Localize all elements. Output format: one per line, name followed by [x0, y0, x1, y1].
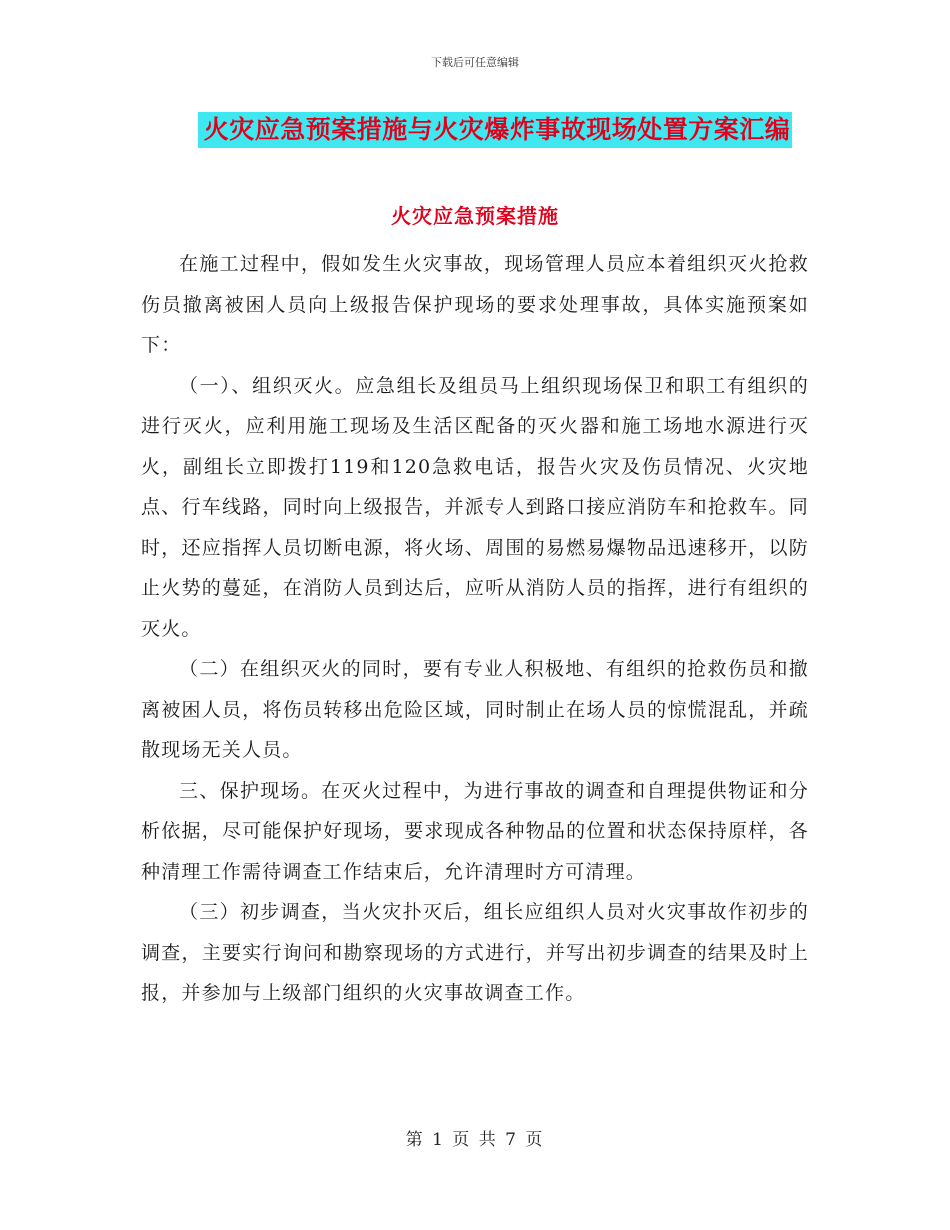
paragraph-protect-scene: 三、保护现场。在灭火过程中，为进行事故的调查和自理提供物证和分析依据，尽可能保护好现场，要求现成各种物品的位置和状态保持原样，各种清理工作需待调查工作结束后，允许清理时方可清理。 [141, 779, 809, 883]
paragraph-intro: 在施工过程中，假如发生火灾事故，现场管理人员应本着组织灭火抢救伤员撤离被困人员向上级报告保护现场的要求处理事故，具体实施预案如下： [141, 253, 809, 356]
page-number-footer: 第 1 页 共 7 页 [405, 1130, 545, 1150]
document-main-title: 火灾应急预案措施与火灾爆炸事故现场处置方案汇编 [198, 112, 793, 148]
page-header-note: 下载后可任意编辑 [431, 56, 519, 69]
paragraph-rescue: （二）在组织灭火的同时，要有专业人积极地、有组织的抢救伤员和撤离被困人员，将伤员转移出危险区域，同时制止在场人员的惊慌混乱，并疏散现场无关人员。 [141, 658, 809, 761]
paragraph-initial-investigation: （三）初步调查，当火灾扑灭后，组长应组织人员对火灾事故作初步的调查，主要实行询问和勘察现场的方式进行，并写出初步调查的结果及时上报，并参加与上级部门组织的火灾事故调查工作。 [141, 901, 809, 1004]
paragraph-organize-firefighting: （一）、组织灭火。应急组长及组员马上组织现场保卫和职工有组织的进行灭火，应利用施工现场及生活区配备的灭火器和施工场地水源进行灭火，副组长立即拨打119和120急救电话，报告火灾及伤员情况、火灾地点、行车线路，同时向上级报告，并派专人到路口接应消防车和抢救车。同时，还应指挥人员切断电源，将火场、周围的易燃易爆物品迅速移开，以防止火势的蔓延，在消防人员到达后，应听从消防人员的指挥，进行有组织的灭火。 [141, 374, 809, 640]
main-title-container [0, 112, 950, 148]
document-body [141, 244, 809, 1014]
section-title: 火灾应急预案措施 [391, 204, 559, 228]
